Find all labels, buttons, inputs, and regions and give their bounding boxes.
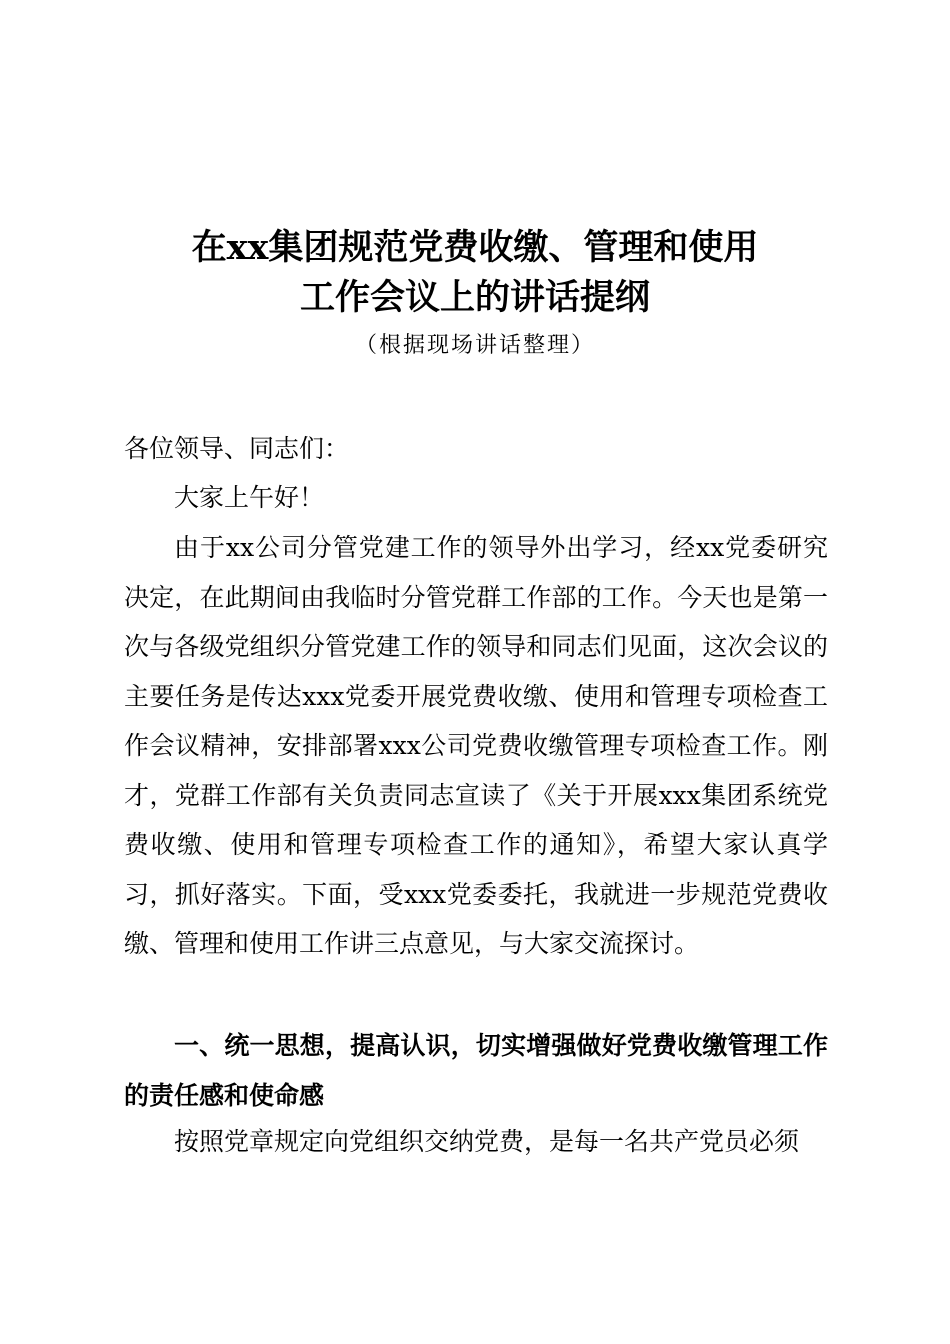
section-heading-1: 一、统一思想，提高认识，切实增强做好党费收缴管理工作的责任感和使命感	[124, 1031, 828, 1110]
document-subtitle: （根据现场讲话整理）	[354, 333, 595, 358]
paragraph-section-1: 按照党章规定向党组织交纳党费，是每一名共产党员必须	[174, 1127, 800, 1156]
greeting: 大家上午好！	[174, 483, 325, 512]
document-title-line-1: 在xx集团规范党费收缴、管理和使用	[191, 227, 759, 268]
document-title-line-2: 工作会议上的讲话提纲	[299, 277, 650, 318]
paragraph-intro: 由于xx公司分管党建工作的领导外出学习，经xx党委研究决定，在此期间由我临时分管党群工作部的工作。今天也是第一次与各级党组织分管党建工作的领导和同志们见面，这次会议的主要任务是传达xxx党委开展党费收缴、使用和管理专项检查工作会议精神，安排部署xxx公司党费收缴管理专项检查工作。刚才，党群工作部有关负责同志宣读了《关于开展xxx集团系统党费收缴、使用和管理专项检查工作的通知》，希望大家认真学习，抓好落实。下面，受xxx党委委托，我就进一步规范党费收缴、管理和使用工作讲三点意见，与大家交流探讨。	[124, 533, 828, 958]
salutation: 各位领导、同志们：	[124, 434, 350, 463]
